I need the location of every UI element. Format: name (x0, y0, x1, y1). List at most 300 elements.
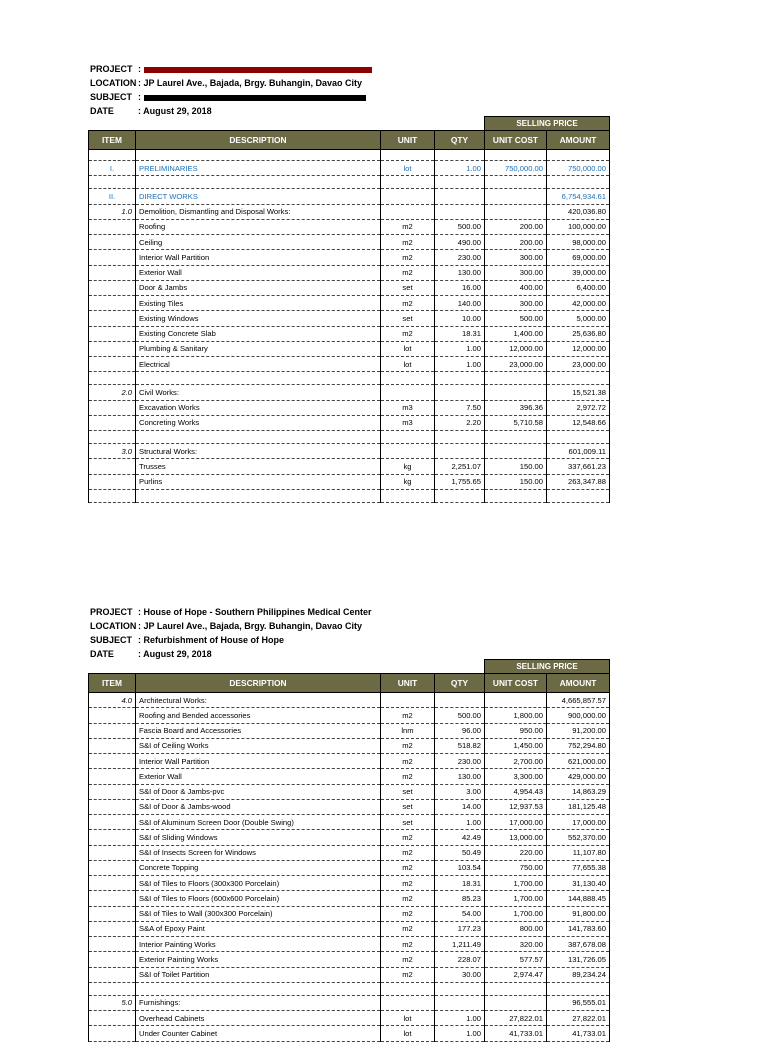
table-row (89, 921, 610, 936)
unit-cell: lot (381, 161, 435, 176)
location-value: : JP Laurel Ave., Bajada, Brgy. Buhangin, Davao City (138, 78, 363, 88)
amount-cell: 31,130.40 (547, 876, 610, 891)
amount-cell: 2,972.72 (547, 400, 610, 415)
unit-cost-cell: 220.00 (485, 845, 547, 860)
table-row (89, 265, 610, 280)
qty-cell (435, 204, 485, 219)
amount-cell: 23,000.00 (547, 357, 610, 372)
qty-cell: 1.00 (435, 1026, 485, 1041)
amount-cell: 131,726.05 (547, 952, 610, 967)
unit-cell: set (381, 784, 435, 799)
project-value: : (138, 64, 144, 74)
amount-cell: 12,000.00 (547, 341, 610, 356)
table-row (89, 693, 610, 708)
table-row (89, 754, 610, 769)
table-row (89, 967, 610, 982)
table-row (89, 161, 610, 176)
sheet1-header (90, 62, 372, 118)
amount-cell: 5,000.00 (547, 311, 610, 326)
amount-cell: 420,036.80 (547, 204, 610, 219)
unit-cell: kg (381, 474, 435, 489)
description-cell: Demolition, Dismantling and Disposal Works: (136, 204, 381, 219)
qty-cell (435, 444, 485, 459)
unit-cost-cell: 1,450.00 (485, 738, 547, 753)
qty-cell: 130.00 (435, 769, 485, 784)
qty-cell: 1.00 (435, 357, 485, 372)
unit-cell: m2 (381, 876, 435, 891)
unit-cost-cell: 150.00 (485, 459, 547, 474)
unit-cost-cell: 300.00 (485, 265, 547, 280)
amount-cell: 601,009.11 (547, 444, 610, 459)
table-row (89, 906, 610, 921)
item-cell (89, 1026, 136, 1041)
spacer-row (89, 489, 610, 502)
location-value: : JP Laurel Ave., Bajada, Brgy. Buhangin, Davao City (138, 621, 363, 631)
unit-cell: m2 (381, 952, 435, 967)
unit-cell: m2 (381, 296, 435, 311)
qty-cell: 130.00 (435, 265, 485, 280)
amount-cell: 91,800.00 (547, 906, 610, 921)
description-cell: Excavation Works (136, 400, 381, 415)
item-cell (89, 708, 136, 723)
amount-cell: 750,000.00 (547, 161, 610, 176)
unit-cell: m2 (381, 937, 435, 952)
unit-cost-cell: 5,710.58 (485, 415, 547, 430)
item-cell (89, 967, 136, 982)
unit-cell (381, 204, 435, 219)
amount-cell: 98,000.00 (547, 235, 610, 250)
description-cell: S&I of Toilet Partition (136, 967, 381, 982)
table-row (89, 830, 610, 845)
item-cell (89, 326, 136, 341)
description-cell: S&I of Sliding Windows (136, 830, 381, 845)
col-unit-cost: UNIT COST (485, 674, 547, 693)
description-cell: Trusses (136, 459, 381, 474)
item-cell (89, 754, 136, 769)
amount-cell: 11,107.80 (547, 845, 610, 860)
col-amount: AMOUNT (547, 131, 610, 150)
subject-label: SUBJECT (90, 92, 133, 102)
qty-cell: 103.54 (435, 860, 485, 875)
unit-cell: m2 (381, 708, 435, 723)
unit-cost-cell (485, 204, 547, 219)
item-cell (89, 357, 136, 372)
description-cell: Exterior Wall (136, 769, 381, 784)
amount-cell: 263,347.88 (547, 474, 610, 489)
item-cell (89, 311, 136, 326)
project-label: PROJECT (90, 64, 133, 74)
table-row (89, 937, 610, 952)
table-row (89, 876, 610, 891)
subject-label: SUBJECT (90, 635, 133, 645)
table-row (89, 459, 610, 474)
col-item: ITEM (89, 674, 136, 693)
table-row (89, 415, 610, 430)
amount-cell: 429,000.00 (547, 769, 610, 784)
description-cell: S&I of Door & Jambs-wood (136, 799, 381, 814)
qty-cell: 18.31 (435, 326, 485, 341)
amount-cell: 96,555.01 (547, 995, 610, 1010)
unit-cost-cell: 300.00 (485, 250, 547, 265)
table-row (89, 311, 610, 326)
redaction-bar (144, 67, 372, 73)
table-row (89, 952, 610, 967)
item-cell (89, 723, 136, 738)
unit-cell: set (381, 311, 435, 326)
unit-cell (381, 995, 435, 1010)
unit-cell (381, 189, 435, 204)
unit-cost-cell: 1,700.00 (485, 906, 547, 921)
unit-cell: m2 (381, 967, 435, 982)
description-cell: Interior Wall Partition (136, 754, 381, 769)
table-row (89, 444, 610, 459)
amount-cell: 141,783.60 (547, 921, 610, 936)
unit-cell: set (381, 815, 435, 830)
description-cell: Electrical (136, 357, 381, 372)
amount-cell: 100,000.00 (547, 219, 610, 234)
table-row (89, 341, 610, 356)
unit-cell (381, 444, 435, 459)
item-cell (89, 280, 136, 295)
amount-cell: 91,200.00 (547, 723, 610, 738)
qty-cell: 500.00 (435, 708, 485, 723)
description-cell: S&I of Tiles to Floors (300x300 Porcelain) (136, 876, 381, 891)
qty-cell: 177.23 (435, 921, 485, 936)
date-value: : August 29, 2018 (138, 649, 212, 659)
amount-cell: 621,000.00 (547, 754, 610, 769)
qty-cell (435, 189, 485, 204)
description-cell: Existing Concrete Slab (136, 326, 381, 341)
qty-cell: 16.00 (435, 280, 485, 295)
item-cell (89, 738, 136, 753)
col-unit-cost: UNIT COST (485, 131, 547, 150)
amount-cell: 25,636.80 (547, 326, 610, 341)
table-row (89, 400, 610, 415)
unit-cost-cell: 750.00 (485, 860, 547, 875)
qty-cell: 518.82 (435, 738, 485, 753)
unit-cost-cell: 2,700.00 (485, 754, 547, 769)
location-label: LOCATION (90, 78, 137, 88)
unit-cost-cell: 23,000.00 (485, 357, 547, 372)
qty-cell: 1,755.65 (435, 474, 485, 489)
description-cell: S&A of Epoxy Paint (136, 921, 381, 936)
qty-cell (435, 995, 485, 1010)
description-cell: Existing Windows (136, 311, 381, 326)
description-cell: PRELIMINARIES (136, 161, 381, 176)
item-cell (89, 952, 136, 967)
unit-cell: kg (381, 459, 435, 474)
unit-cost-cell: 1,700.00 (485, 891, 547, 906)
item-cell (89, 769, 136, 784)
description-cell: Purlins (136, 474, 381, 489)
amount-cell: 552,370.00 (547, 830, 610, 845)
unit-cell: set (381, 799, 435, 814)
description-cell: S&I of Ceiling Works (136, 738, 381, 753)
description-cell: Door & Jambs (136, 280, 381, 295)
qty-cell: 7.50 (435, 400, 485, 415)
table-row (89, 296, 610, 311)
unit-cell: m2 (381, 921, 435, 936)
selling-price-header: SELLING PRICE (485, 660, 610, 674)
qty-cell: 490.00 (435, 235, 485, 250)
description-cell: Exterior Wall (136, 265, 381, 280)
table-row (89, 815, 610, 830)
description-cell: Structural Works: (136, 444, 381, 459)
description-cell: DIRECT WORKS (136, 189, 381, 204)
amount-cell: 69,000.00 (547, 250, 610, 265)
selling-price-header: SELLING PRICE (485, 117, 610, 131)
amount-cell: 181,125.48 (547, 799, 610, 814)
qty-cell: 85.23 (435, 891, 485, 906)
unit-cost-cell: 577.57 (485, 952, 547, 967)
qty-cell: 30.00 (435, 967, 485, 982)
table-row (89, 250, 610, 265)
description-cell: Concrete Topping (136, 860, 381, 875)
col-unit: UNIT (381, 674, 435, 693)
item-cell: 4.0 (89, 693, 136, 708)
subject-value: : Refurbishment of House of Hope (138, 635, 284, 645)
description-cell: Interior Painting Works (136, 937, 381, 952)
unit-cost-cell: 1,800.00 (485, 708, 547, 723)
unit-cost-cell: 4,954.43 (485, 784, 547, 799)
item-cell (89, 1011, 136, 1026)
unit-cost-cell (485, 693, 547, 708)
description-cell: S&I of Door & Jambs-pvc (136, 784, 381, 799)
description-cell: Fascia Board and Accessories (136, 723, 381, 738)
unit-cost-cell: 200.00 (485, 219, 547, 234)
table-row (89, 723, 610, 738)
unit-cell: m2 (381, 860, 435, 875)
unit-cell: lot (381, 1011, 435, 1026)
unit-cost-cell: 1,400.00 (485, 326, 547, 341)
unit-cost-cell: 400.00 (485, 280, 547, 295)
sheet1-table (88, 116, 610, 503)
unit-cost-cell: 27,822.01 (485, 1011, 547, 1026)
description-cell: Existing Tiles (136, 296, 381, 311)
description-cell: Interior Wall Partition (136, 250, 381, 265)
amount-cell: 337,661.23 (547, 459, 610, 474)
amount-cell: 4,665,857.57 (547, 693, 610, 708)
table-row (89, 219, 610, 234)
table-row (89, 1026, 610, 1041)
qty-cell: 54.00 (435, 906, 485, 921)
amount-cell: 89,234.24 (547, 967, 610, 982)
table-row (89, 845, 610, 860)
unit-cost-cell (485, 189, 547, 204)
amount-cell: 15,521.38 (547, 385, 610, 400)
qty-cell: 3.00 (435, 784, 485, 799)
unit-cell: m2 (381, 265, 435, 280)
description-cell: Ceiling (136, 235, 381, 250)
table-row (89, 189, 610, 204)
item-cell (89, 830, 136, 845)
qty-cell: 1,211.49 (435, 937, 485, 952)
description-cell: S&I of Tiles to Floors (600x600 Porcelain) (136, 891, 381, 906)
table-row (89, 784, 610, 799)
item-cell: II. (89, 189, 136, 204)
description-cell: S&I of Aluminum Screen Door (Double Swing) (136, 815, 381, 830)
unit-cell (381, 693, 435, 708)
description-cell: S&I of Tiles to Wall (300x300 Porcelain) (136, 906, 381, 921)
description-cell: Plumbing & Sanitary (136, 341, 381, 356)
table-row (89, 891, 610, 906)
item-cell (89, 906, 136, 921)
description-cell: Furnishings: (136, 995, 381, 1010)
item-cell: 2.0 (89, 385, 136, 400)
table-row (89, 708, 610, 723)
unit-cost-cell: 1,700.00 (485, 876, 547, 891)
item-cell (89, 845, 136, 860)
qty-cell: 1.00 (435, 815, 485, 830)
description-cell: Exterior Painting Works (136, 952, 381, 967)
unit-cell: m2 (381, 250, 435, 265)
col-description: DESCRIPTION (136, 674, 381, 693)
unit-cell: m2 (381, 830, 435, 845)
unit-cell: m2 (381, 845, 435, 860)
col-qty: QTY (435, 131, 485, 150)
description-cell: Architectural Works: (136, 693, 381, 708)
unit-cost-cell: 200.00 (485, 235, 547, 250)
item-cell (89, 474, 136, 489)
unit-cell: m2 (381, 891, 435, 906)
description-cell: Overhead Cabinets (136, 1011, 381, 1026)
qty-cell: 2,251.07 (435, 459, 485, 474)
unit-cost-cell: 950.00 (485, 723, 547, 738)
col-unit: UNIT (381, 131, 435, 150)
item-cell: I. (89, 161, 136, 176)
description-cell: S&I of Insects Screen for Windows (136, 845, 381, 860)
unit-cell: lot (381, 1026, 435, 1041)
unit-cell: m2 (381, 754, 435, 769)
unit-cell: m2 (381, 769, 435, 784)
amount-cell: 752,294.80 (547, 738, 610, 753)
item-cell (89, 891, 136, 906)
unit-cost-cell: 750,000.00 (485, 161, 547, 176)
table-row (89, 385, 610, 400)
item-cell (89, 235, 136, 250)
qty-cell: 230.00 (435, 754, 485, 769)
item-cell (89, 876, 136, 891)
unit-cost-cell: 13,000.00 (485, 830, 547, 845)
amount-cell: 39,000.00 (547, 265, 610, 280)
unit-cell: m3 (381, 400, 435, 415)
qty-cell: 2.20 (435, 415, 485, 430)
description-cell: Under Counter Cabinet (136, 1026, 381, 1041)
description-cell: Roofing and Bended accessories (136, 708, 381, 723)
unit-cost-cell (485, 385, 547, 400)
qty-cell: 42.49 (435, 830, 485, 845)
qty-cell (435, 385, 485, 400)
qty-cell: 1.00 (435, 1011, 485, 1026)
amount-cell: 77,655.38 (547, 860, 610, 875)
qty-cell: 140.00 (435, 296, 485, 311)
col-description: DESCRIPTION (136, 131, 381, 150)
date-label: DATE (90, 649, 114, 659)
amount-cell: 41,733.01 (547, 1026, 610, 1041)
unit-cost-cell: 396.36 (485, 400, 547, 415)
item-cell (89, 937, 136, 952)
unit-cell: m2 (381, 326, 435, 341)
item-cell (89, 219, 136, 234)
unit-cost-cell: 17,000.00 (485, 815, 547, 830)
unit-cost-cell: 12,000.00 (485, 341, 547, 356)
item-cell (89, 921, 136, 936)
description-cell: Civil Works: (136, 385, 381, 400)
unit-cost-cell: 500.00 (485, 311, 547, 326)
amount-cell: 144,888.45 (547, 891, 610, 906)
item-cell (89, 415, 136, 430)
table-row (89, 769, 610, 784)
qty-cell: 18.31 (435, 876, 485, 891)
amount-cell: 12,548.66 (547, 415, 610, 430)
item-cell (89, 860, 136, 875)
table-row (89, 326, 610, 341)
unit-cell: m2 (381, 738, 435, 753)
unit-cell: m2 (381, 906, 435, 921)
unit-cost-cell: 3,300.00 (485, 769, 547, 784)
unit-cost-cell: 320.00 (485, 937, 547, 952)
item-cell (89, 250, 136, 265)
item-cell: 5.0 (89, 995, 136, 1010)
amount-cell: 900,000.00 (547, 708, 610, 723)
amount-cell: 14,863.29 (547, 784, 610, 799)
table-row (89, 280, 610, 295)
unit-cost-cell: 800.00 (485, 921, 547, 936)
spacer-row (89, 982, 610, 995)
unit-cell (381, 385, 435, 400)
qty-cell: 14.00 (435, 799, 485, 814)
table-row (89, 799, 610, 814)
date-label: DATE (90, 106, 114, 116)
amount-cell: 27,822.01 (547, 1011, 610, 1026)
unit-cell: m2 (381, 219, 435, 234)
col-item: ITEM (89, 131, 136, 150)
table-row (89, 995, 610, 1010)
unit-cell: m2 (381, 235, 435, 250)
item-cell (89, 815, 136, 830)
item-cell (89, 296, 136, 311)
item-cell (89, 341, 136, 356)
unit-cost-cell: 300.00 (485, 296, 547, 311)
sheet2-header (90, 605, 372, 661)
description-cell: Roofing (136, 219, 381, 234)
project-label: PROJECT (90, 607, 133, 617)
unit-cell: set (381, 280, 435, 295)
item-cell (89, 400, 136, 415)
spacer-row (89, 431, 610, 444)
item-cell (89, 784, 136, 799)
description-cell: Concreting Works (136, 415, 381, 430)
qty-cell: 10.00 (435, 311, 485, 326)
location-label: LOCATION (90, 621, 137, 631)
qty-cell: 50.49 (435, 845, 485, 860)
item-cell (89, 265, 136, 280)
item-cell: 1.0 (89, 204, 136, 219)
amount-cell: 387,678.08 (547, 937, 610, 952)
redaction-bar (144, 95, 366, 101)
table-row (89, 357, 610, 372)
item-cell (89, 459, 136, 474)
table-row (89, 474, 610, 489)
qty-cell: 500.00 (435, 219, 485, 234)
col-qty: QTY (435, 674, 485, 693)
qty-cell: 1.00 (435, 161, 485, 176)
table-row (89, 235, 610, 250)
unit-cost-cell: 150.00 (485, 474, 547, 489)
unit-cell: m3 (381, 415, 435, 430)
spacer-row (89, 150, 610, 161)
unit-cell: lot (381, 357, 435, 372)
